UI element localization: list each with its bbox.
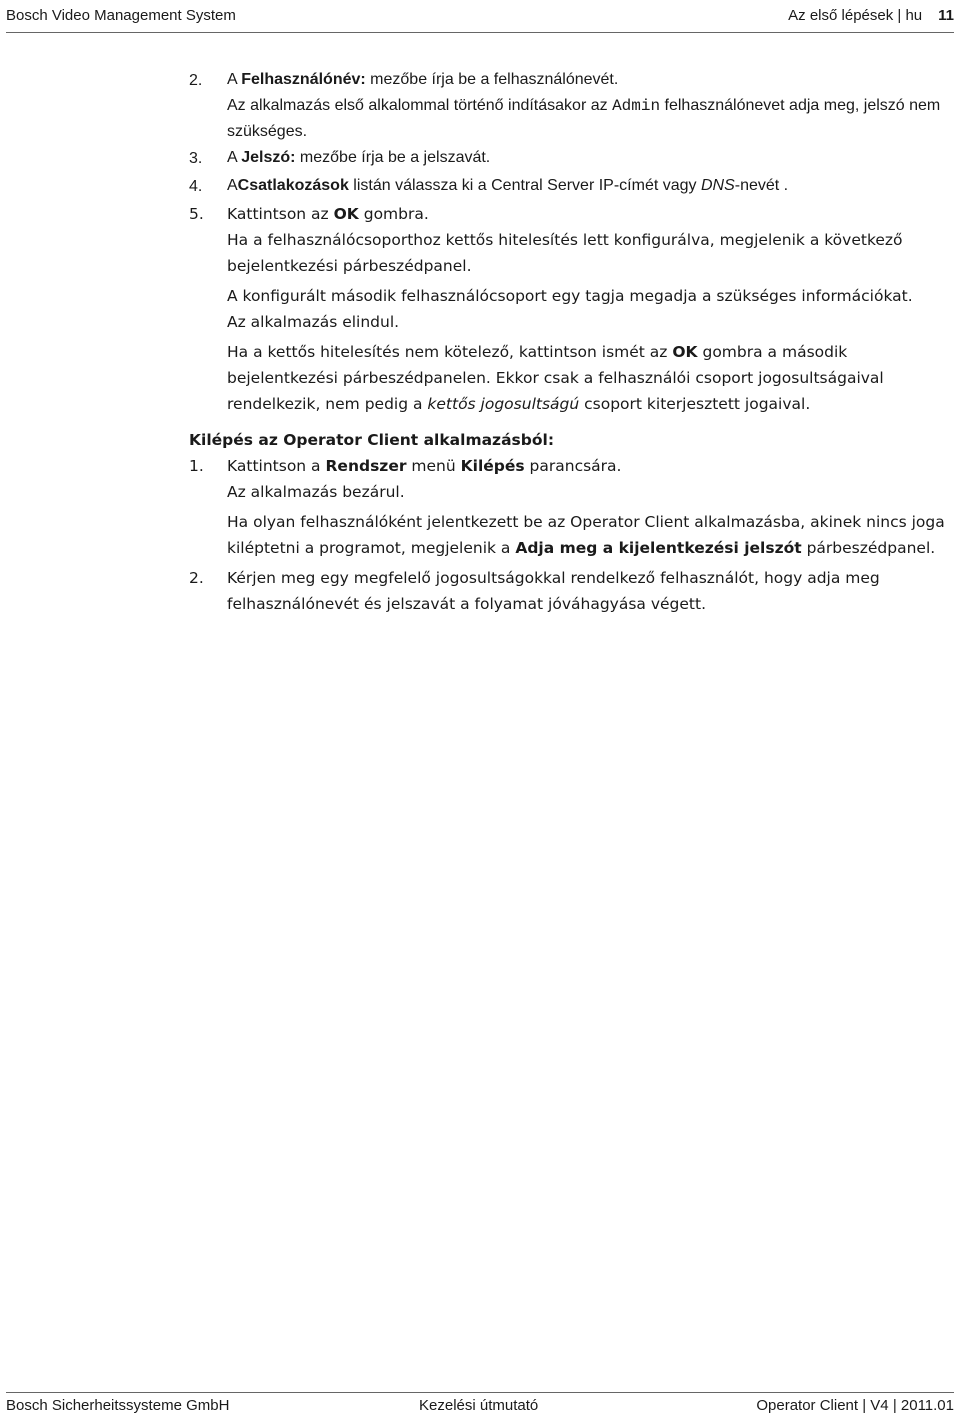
step-number: 3.: [189, 150, 203, 167]
section-heading: Kilépés az Operator Client alkalmazásból:: [189, 431, 555, 449]
text-fragment: menü: [406, 457, 461, 475]
step-4: [189, 173, 954, 201]
step-text: [227, 67, 954, 93]
step-paragraph: Ha a felhasználócsoporthoz kettős hitelesítés lett konfigurálva, megjelenik a következő bejelentkezési párbeszédpanel.: [227, 231, 903, 275]
header-section-label: Az első lépések | hu: [788, 7, 923, 24]
text-fragment: gombra.: [358, 205, 429, 223]
exit-step-1: [189, 453, 954, 561]
step-text: [227, 145, 954, 171]
text-fragment: gombra a második bejelentkezési párbeszédpanelen. Ekkor csak a felhasználói csoport jogosultságaival rendelkezik, nem pedig a: [227, 343, 884, 413]
text-fragment: A: [227, 177, 238, 194]
text-italic: DNS: [700, 177, 735, 194]
footer-product: Operator Client | V4 | 2011.01: [756, 1397, 954, 1414]
step-3: [189, 145, 954, 173]
text-fragment: parancsára.: [524, 457, 622, 475]
header-section: [788, 7, 954, 24]
text-fragment: mezőbe írja be a felhasználónevét.: [365, 71, 619, 88]
text-fragment: csoport kiterjesztett jogaival.: [579, 395, 811, 413]
footer-doc: Kezelési útmutató: [419, 1397, 539, 1414]
page-number: 11: [938, 7, 954, 24]
step-paragraph: Az alkalmazás bezárul.: [227, 483, 405, 501]
field-name: Felhasználónév:: [241, 71, 366, 88]
step-number: 2.: [189, 72, 203, 89]
field-name: Jelszó:: [241, 149, 296, 166]
text-fragment: mezőbe írja be a jelszavát.: [295, 149, 491, 166]
dialog-name: Adja meg a kijelentkezési jelszót: [515, 539, 802, 557]
step-number: 1.: [189, 457, 204, 475]
text-fragment: listán válassza ki a Central Server IP-címét vagy: [348, 177, 701, 194]
step-paragraph: [227, 339, 954, 417]
button-name: OK: [333, 205, 359, 223]
page-content: [189, 67, 954, 617]
header-title: Bosch Video Management System: [6, 7, 236, 24]
text-fragment: Kattintson a: [227, 457, 326, 475]
step-number: 2.: [189, 569, 204, 587]
page-footer: [6, 1392, 954, 1415]
text-fragment: Ha a kettős hitelesítés nem kötelező, kattintson ismét az: [227, 343, 673, 361]
text-fragment: párbeszédpanel.: [801, 539, 936, 557]
step-text: Kérjen meg egy megfelelő jogosultságokkal rendelkező felhasználót, hogy adja meg felhasználónevét és jelszavát a folyamat jóváhagyása végett.: [227, 569, 880, 613]
text-italic: kettős jogosultságú: [427, 395, 580, 413]
step-5: [189, 201, 954, 417]
step-paragraph: [227, 509, 954, 561]
step-number: 4.: [189, 178, 203, 195]
button-name: OK: [672, 343, 698, 361]
text-fragment: A: [227, 71, 242, 88]
step-2: [189, 67, 954, 145]
text-fragment: -nevét .: [734, 177, 789, 194]
code-username: Admin: [612, 97, 661, 115]
text-fragment: A: [227, 149, 242, 166]
text-fragment: Az alkalmazás első alkalommal történő indításakor az: [227, 97, 613, 114]
step-text: [227, 453, 954, 479]
step-text: [227, 201, 954, 227]
step-paragraph: A konfigurált második felhasználócsoport egy tagja megadja a szükséges információkat.: [227, 287, 913, 305]
step-paragraph: Az alkalmazás elindul.: [227, 313, 400, 331]
page-header: [6, 2, 954, 33]
text-fragment: felhasználónevet adja meg, jelszó nem szükséges.: [227, 97, 941, 140]
field-name: Csatlakozások: [237, 177, 349, 194]
exit-step-2: [189, 565, 954, 617]
menu-name: Rendszer: [325, 457, 407, 475]
footer-company: Bosch Sicherheitssysteme GmbH: [6, 1397, 230, 1414]
text-fragment: Ha olyan felhasználóként jelentkezett be az Operator Client alkalmazásba, akinek nincs joga kiléptetni a programot, megjelenik a: [227, 513, 945, 557]
command-name: Kilépés: [460, 457, 525, 475]
step-note: [227, 93, 954, 145]
step-text: [227, 173, 954, 199]
text-fragment: Kattintson az: [227, 205, 334, 223]
step-number: 5.: [189, 205, 204, 223]
